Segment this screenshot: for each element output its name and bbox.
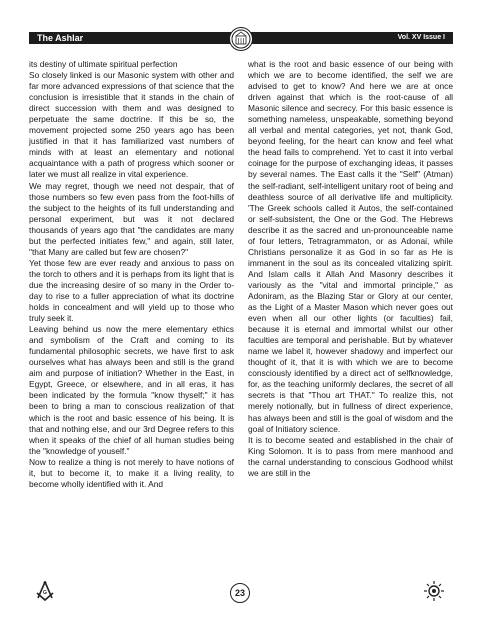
page-header bbox=[29, 32, 453, 44]
paragraph: So closely linked is our Masonic system with other and far more advanced expressions of that science that the conclusion is irresistible that it stands in the chain of direct succession with them and was designed to perpetuate the same doctrine. If this be so, the movement projected some 250 years ago has been justified in that it has familiarized vast numbers of minds with at least an elementary and notional acquaintance with a path of progress which sooner or later we must all realize in vital experience. bbox=[29, 70, 234, 180]
page-number: 23 bbox=[230, 583, 250, 603]
issue-label: Vol. XV Issue I bbox=[397, 34, 445, 41]
svg-text:G: G bbox=[43, 590, 47, 596]
paragraph: what is the root and basic essence of our being with which we are to become identified, the self we are advised to get to know? And here we are at once driven against that which is the root-cause of all Masonic silence and secrecy. For this basic essence is something nameless, unspeakable, something beyond all verbal and mental categories, yet not, thank God, beyond feeling, for the heart can know and feel what the head fails to comprehend. Yet to cast it into verbal coinage for the purpose of exchanging ideas, it passes by several names. The East calls it the "Self" (Atman) the self-radiant, self-intelligent unitary root of being and deathless source of all derivative life and multiplicity. 'The Greek schools called it Autos, the self-contained or self-subsistent, the One or the God. The Hebrews describe it as the sacred and un-pronounceable name of four letters, Tetragrammaton, or as Adonai, while Christians personalize it as God in so far as He is immanent in the soul as its concealed vitalizing spirit. And Islam calls it Allah And Masonry describes it variously as the "vital and immortal principle," as Adoniram, as the Blazing Star or Glory at our center, as the Light of a Master Mason which never goes out even when all our other lights (or faculties) fail, because it is eternal and immortal whilst our other faculties are temporal and perishable. But by whatever name we label it, however shadowy and imperfect our thought of it, that it is with which we are to become consciously identified by a direct act of selfknowledge, for, as the teaching uniformly declares, the secret of all secrets is that "Thou art THAT." To realize this, not merely notionally, but in fullness of direct experience, has always been and still is the goal of wisdom and the goal of Initiatory science. bbox=[248, 59, 453, 434]
paragraph: Yet those few are ever ready and anxious to pass on the torch to others and it is perhaps from its light that is due the increasing desire of so many in the Order to-day to rise to a fuller appreciation of what its doctrine holds in concealment and will yield up to those who truly seek it. bbox=[29, 257, 234, 324]
paragraph: Leaving behind us now the mere elementary ethics and symbolism of the Craft and coming to its fundamental philosophic secrets, we have first to ask ourselves what has always been and still is the grand aim and purpose of initiation? Whether in the East, in Egypt, Greece, or elsewhere, and in all eras, it has been indicated by the formula "know thyself;" it has been to bring a man to conscious realization of that which is the root and basic essence of his being. It is that and nothing else, and our 3rd Degree refers to this when it speaks of the chief of all human studies being the "knowledge of youself." bbox=[29, 324, 234, 456]
magazine-title: The Ashlar bbox=[37, 33, 84, 43]
paragraph: We may regret, though we need not despair, that of those numbers so few even pass from the foot-hills of the subject to the heights of its full understanding and personal experiment, but was it not declared thousands of years ago that "the candidates are many but the perfected initiates few," and again, still later, "that Many are called but few are chosen?" bbox=[29, 180, 234, 257]
paragraph: its destiny of ultimate spiritual perfection bbox=[29, 59, 178, 69]
article-column-right bbox=[248, 59, 453, 479]
article-column-left bbox=[29, 59, 234, 490]
masonic-seal-icon bbox=[229, 27, 253, 51]
paragraph: It is to become seated and established in the chair of King Solomon. It is to pass from mere manhood and the carnal understanding to conscious Godhood whilst we are still in the bbox=[248, 434, 453, 478]
paragraph: Now to realize a thing is not merely to have notions of it, but to become it, to make it a living reality, to become wholly identified with it. And bbox=[29, 456, 234, 489]
square-and-compass-icon bbox=[34, 580, 56, 602]
sun-emblem-icon bbox=[423, 580, 445, 602]
